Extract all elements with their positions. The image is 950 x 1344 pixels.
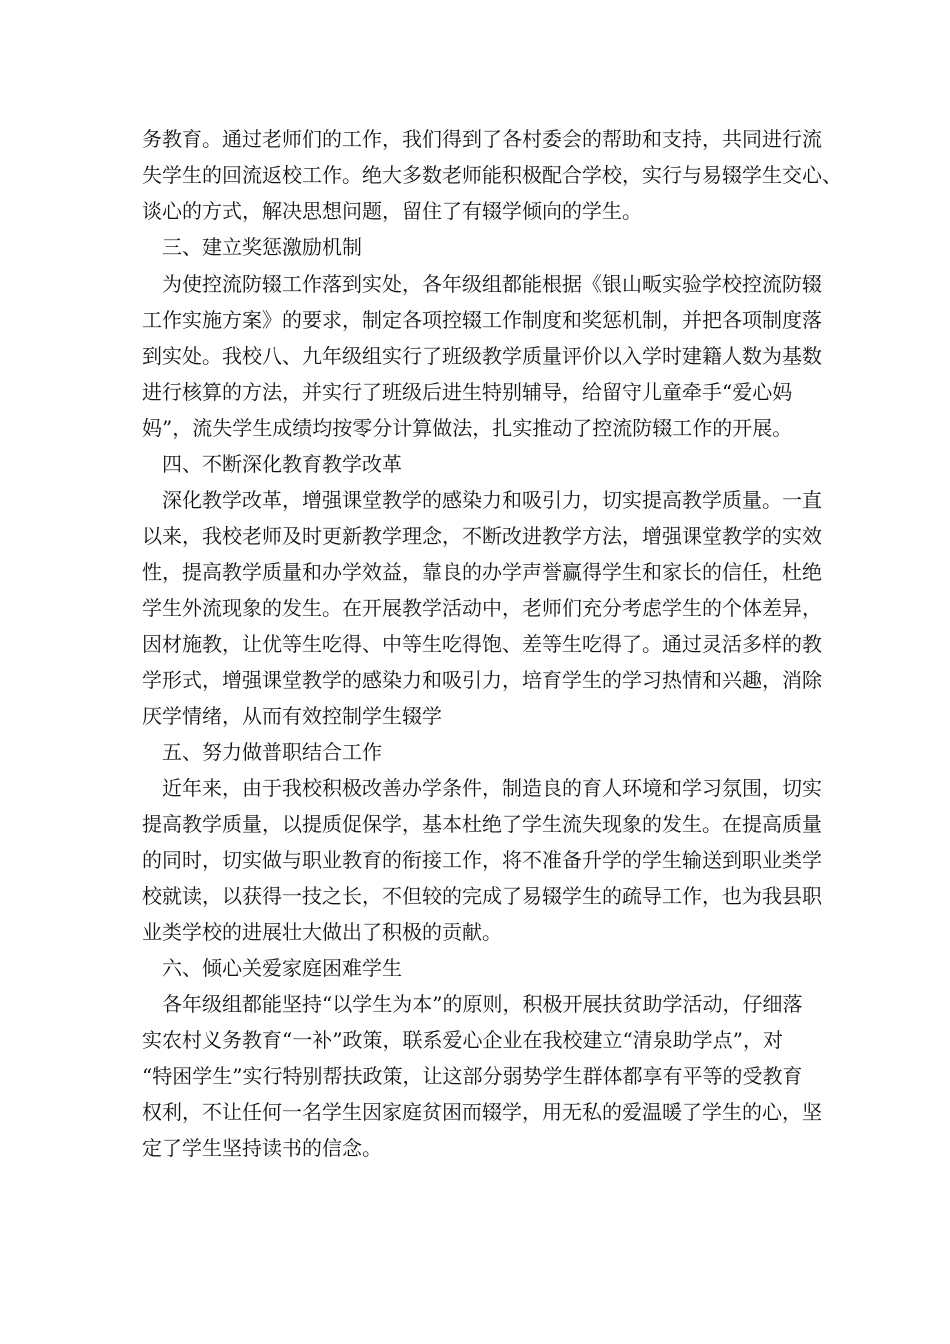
paragraph-line: 进行核算的方法，并实行了班级后进生特别辅导，给留守儿童牵手“爱心妈 — [142, 380, 793, 404]
paragraph-line: 厌学情绪，从而有效控制学生辍学 — [142, 704, 442, 728]
paragraph-line: 各年级组都能坚持“以学生为本”的原则，积极开展扶贫助学活动，仔细落 — [162, 992, 803, 1016]
section-heading: 五、努力做普职结合工作 — [162, 740, 382, 764]
paragraph-line: 学形式，增强课堂教学的感染力和吸引力，培育学生的学习热情和兴趣，消除 — [142, 668, 822, 692]
paragraph-line: 以来，我校老师及时更新教学理念，不断改进教学方法，增强课堂教学的实效 — [142, 524, 822, 548]
paragraph-line: 近年来，由于我校积极改善办学条件，制造良的育人环境和学习氛围，切实 — [162, 776, 822, 800]
paragraph-line: 失学生的回流返校工作。绝大多数老师能积极配合学校，实行与易辍学生交心、 — [142, 163, 842, 187]
paragraph-line: 的同时，切实做与职业教育的衔接工作，将不准备升学的学生输送到职业类学 — [142, 848, 822, 872]
paragraph-line: 权利，不让任何一名学生因家庭贫困而辍学，用无私的爱温暖了学生的心，坚 — [142, 1100, 822, 1124]
paragraph-line: 因材施教，让优等生吃得、中等生吃得饱、差等生吃得了。通过灵活多样的教 — [142, 632, 822, 656]
paragraph-line: 学生外流现象的发生。在开展教学活动中，老师们充分考虑学生的个体差异， — [142, 596, 822, 620]
paragraph-line: “特困学生”实行特别帮扶政策，让这部分弱势学生群体都享有平等的受教育 — [142, 1064, 803, 1088]
section-heading: 四、不断深化教育教学改革 — [162, 452, 402, 476]
paragraph-line: 性，提高教学质量和办学效益，靠良的办学声誉赢得学生和家长的信任，杜绝 — [142, 560, 822, 584]
paragraph-line: 校就读，以获得一技之长，不但较的完成了易辍学生的疏导工作，也为我县职 — [142, 884, 822, 908]
paragraph-line: 妈”，流失学生成绩均按零分计算做法，扎实推动了控流防辍工作的开展。 — [142, 416, 793, 440]
paragraph-line: 为使控流防辍工作落到实处，各年级组都能根据《银山畈实验学校控流防辍 — [162, 272, 822, 296]
paragraph-line: 谈心的方式，解决思想问题，留住了有辍学倾向的学生。 — [142, 199, 642, 223]
paragraph-line: 业类学校的进展壮大做出了积极的贡献。 — [142, 920, 502, 944]
section-heading: 三、建立奖惩激励机制 — [162, 235, 362, 259]
section-heading: 六、倾心关爱家庭困难学生 — [162, 956, 402, 980]
paragraph-line: 工作实施方案》的要求，制定各项控辍工作制度和奖惩机制，并把各项制度落 — [142, 308, 822, 332]
paragraph-line: 提高教学质量，以提质促保学，基本杜绝了学生流失现象的发生。在提高质量 — [142, 812, 822, 836]
paragraph-line: 定了学生坚持读书的信念。 — [142, 1136, 382, 1160]
paragraph-line: 实农村义务教育“一补”政策，联系爱心企业在我校建立“清泉助学点”，对 — [142, 1028, 783, 1052]
paragraph-line: 深化教学改革，增强课堂教学的感染力和吸引力，切实提高教学质量。一直 — [162, 488, 822, 512]
paragraph-line: 务教育。通过老师们的工作，我们得到了各村委会的帮助和支持，共同进行流 — [142, 127, 822, 151]
paragraph-line: 到实处。我校八、九年级组实行了班级教学质量评价以入学时建籍人数为基数 — [142, 344, 822, 368]
